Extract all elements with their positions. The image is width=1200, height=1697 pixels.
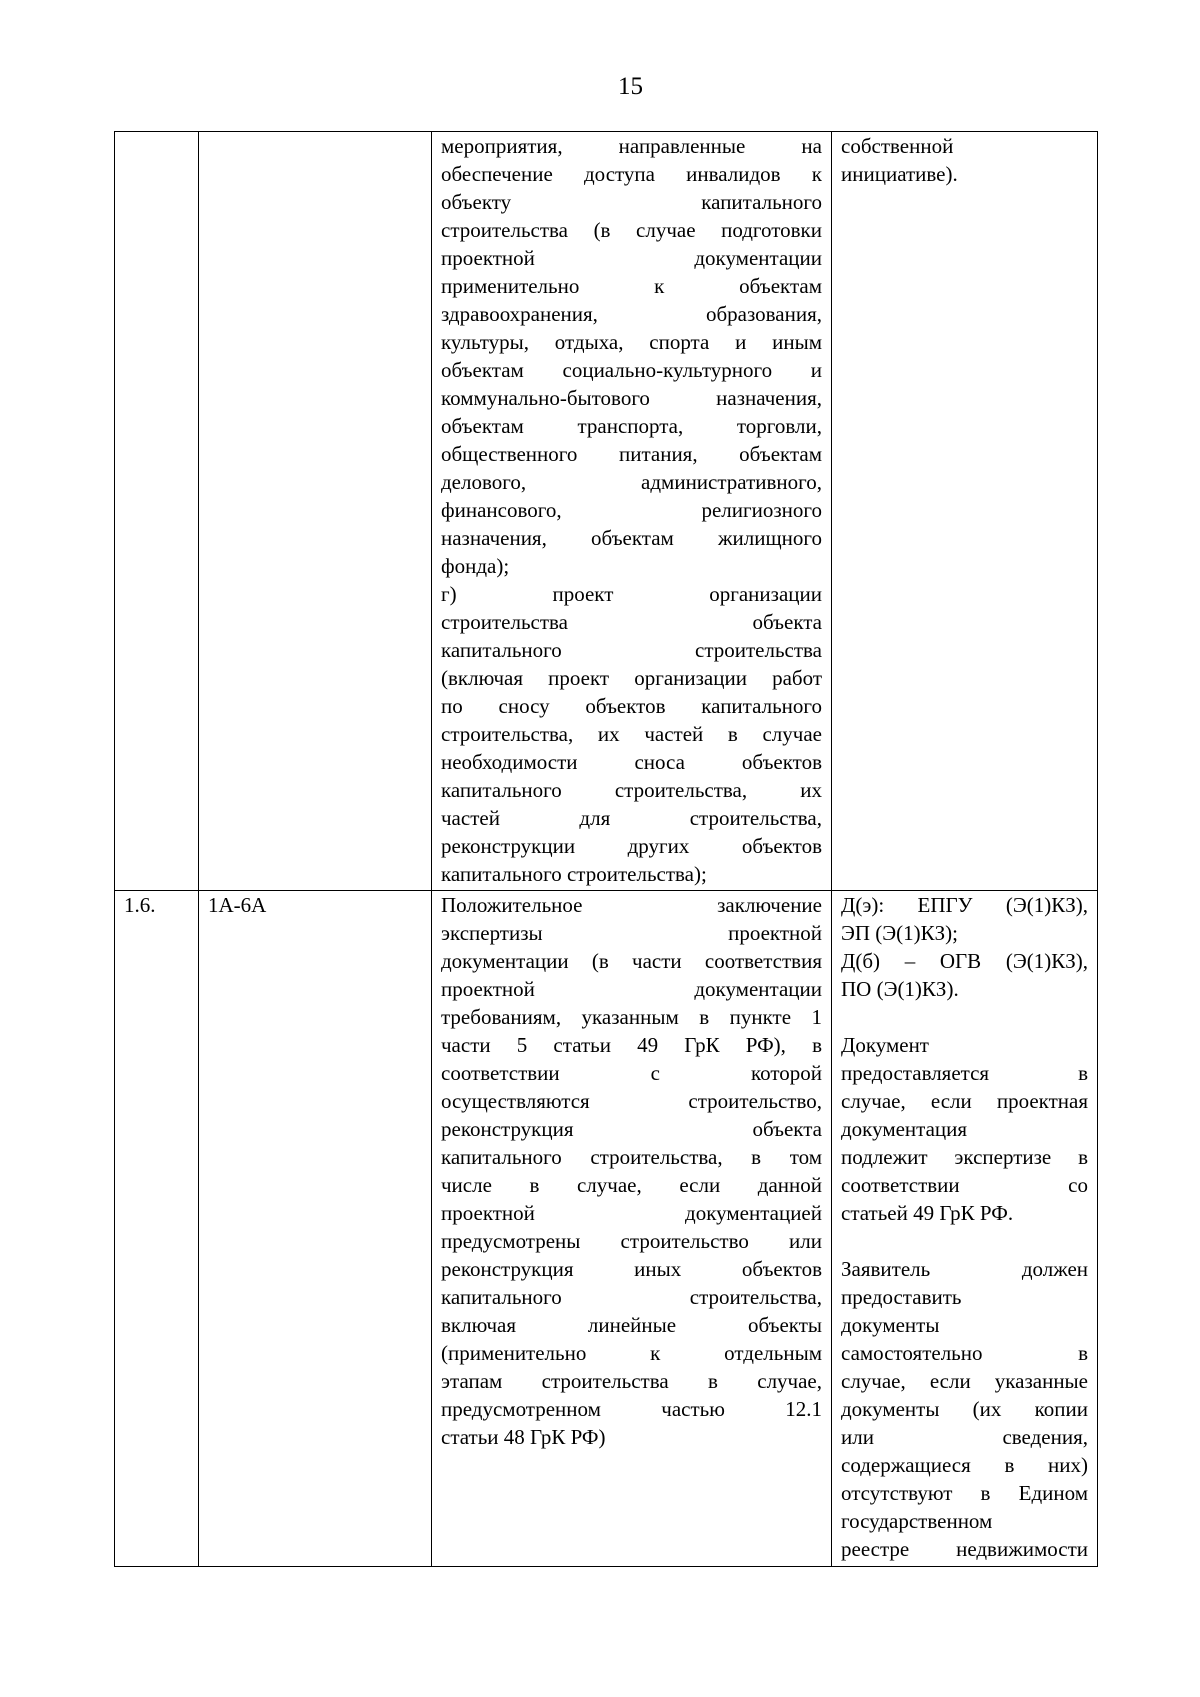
text-line: общественного питания, объектам	[441, 442, 822, 466]
text-line: коммунально-бытового назначения,	[441, 386, 822, 410]
text-line: предусмотренном частью 12.1	[441, 1397, 822, 1421]
text-line: части 5 статьи 49 ГрК РФ), в	[441, 1033, 822, 1057]
document-note-cell	[832, 132, 1098, 891]
text-line: строительства, их частей в случае	[441, 722, 822, 746]
text-line: инициативе).	[841, 162, 958, 186]
document-description-cell	[432, 132, 832, 891]
text-line: применительно к объектам	[441, 274, 822, 298]
text-line: ЭП (Э(1)КЗ);	[841, 921, 958, 945]
text-line: документы	[841, 1313, 940, 1337]
text-line: по сносу объектов капитального	[441, 694, 822, 718]
text-line: реконструкции других объектов	[441, 834, 822, 858]
text-line: г) проект организации	[441, 582, 822, 606]
text-line: объектам социально-культурного и	[441, 358, 822, 382]
text-line: строительства (в случае подготовки	[441, 218, 822, 242]
text-line: документы (их копии	[841, 1397, 1088, 1421]
text-line: необходимости сноса объектов	[441, 750, 822, 774]
text-line: строительства объекта	[441, 610, 822, 634]
text-line: реконструкция объекта	[441, 1117, 822, 1141]
row-number-cell	[115, 132, 199, 891]
text-line: капитального строительства);	[441, 862, 707, 886]
row-number-cell: 1.6.	[115, 891, 199, 1567]
text-line: соответствии с которой	[441, 1061, 822, 1085]
document-table	[114, 131, 1098, 1567]
text-line: мероприятия, направленные на	[441, 134, 822, 158]
text-line: назначения, объектам жилищного	[441, 526, 822, 550]
text-line: проектной документации	[441, 977, 822, 1001]
text-line: Заявитель должен	[841, 1257, 1088, 1281]
text-line: подлежит экспертизе в	[841, 1145, 1088, 1169]
document-code-cell: 1А-6А	[199, 891, 432, 1567]
table-row	[115, 891, 1098, 1567]
text-line: государственном	[841, 1509, 993, 1533]
text-line: Д(э): ЕПГУ (Э(1)КЗ),	[841, 893, 1088, 917]
text-line: осуществляются строительство,	[441, 1089, 822, 1113]
text-line: проектной документации	[441, 246, 822, 270]
text-line: отсутствуют в Едином	[841, 1481, 1088, 1505]
text-line: делового, административного,	[441, 470, 822, 494]
paragraph-gap	[841, 1003, 1088, 1031]
text-line: или сведения,	[841, 1425, 1088, 1449]
text-line: реестре недвижимости	[841, 1537, 1088, 1561]
text-line: числе в случае, если данной	[441, 1173, 822, 1197]
text-line: статьей 49 ГрК РФ.	[841, 1201, 1014, 1225]
text-line: проектной документацией	[441, 1201, 822, 1225]
text-line: финансового, религиозного	[441, 498, 822, 522]
text-line: собственной	[841, 134, 954, 158]
document-note-cell	[832, 891, 1098, 1567]
text-line: случае, если проектная	[841, 1089, 1088, 1113]
text-line: содержащиеся в них)	[841, 1453, 1088, 1477]
text-line: требованиям, указанным в пункте 1	[441, 1005, 822, 1029]
text-line: экспертизы проектной	[441, 921, 822, 945]
text-line: частей для строительства,	[441, 806, 822, 830]
text-line: капитального строительства, их	[441, 778, 822, 802]
paragraph-gap	[841, 1227, 1088, 1255]
text-line: включая линейные объекты	[441, 1313, 822, 1337]
text-line: обеспечение доступа инвалидов к	[441, 162, 822, 186]
text-line: статьи 48 ГрК РФ)	[441, 1425, 606, 1449]
text-line: соответствии со	[841, 1173, 1088, 1197]
text-line: этапам строительства в случае,	[441, 1369, 822, 1393]
text-line: культуры, отдыха, спорта и иным	[441, 330, 822, 354]
text-line: документация	[841, 1117, 968, 1141]
text-line: здравоохранения, образования,	[441, 302, 822, 326]
text-line: предоставить	[841, 1285, 962, 1309]
text-line: предоставляется в	[841, 1061, 1088, 1085]
text-line: (включая проект организации работ	[441, 666, 822, 690]
text-line: объекту капитального	[441, 190, 822, 214]
text-line: капитального строительства,	[441, 1285, 822, 1309]
text-line: предусмотрены строительство или	[441, 1229, 822, 1253]
table-row	[115, 132, 1098, 891]
text-line: капитального строительства, в том	[441, 1145, 822, 1169]
text-line: Документ	[841, 1033, 929, 1057]
text-line: Д(б) – ОГВ (Э(1)КЗ),	[841, 949, 1088, 973]
document-code-cell	[199, 132, 432, 891]
text-line: самостоятельно в	[841, 1341, 1088, 1365]
text-line: Положительное заключение	[441, 893, 822, 917]
text-line: реконструкция иных объектов	[441, 1257, 822, 1281]
text-line: ПО (Э(1)КЗ).	[841, 977, 959, 1001]
text-line: случае, если указанные	[841, 1369, 1088, 1393]
text-line: объектам транспорта, торговли,	[441, 414, 822, 438]
page-number: 15	[618, 73, 643, 100]
text-line: капитального строительства	[441, 638, 822, 662]
text-line: (применительно к отдельным	[441, 1341, 822, 1365]
text-line: документации (в части соответствия	[441, 949, 822, 973]
text-line: фонда);	[441, 554, 510, 578]
document-description-cell	[432, 891, 832, 1567]
